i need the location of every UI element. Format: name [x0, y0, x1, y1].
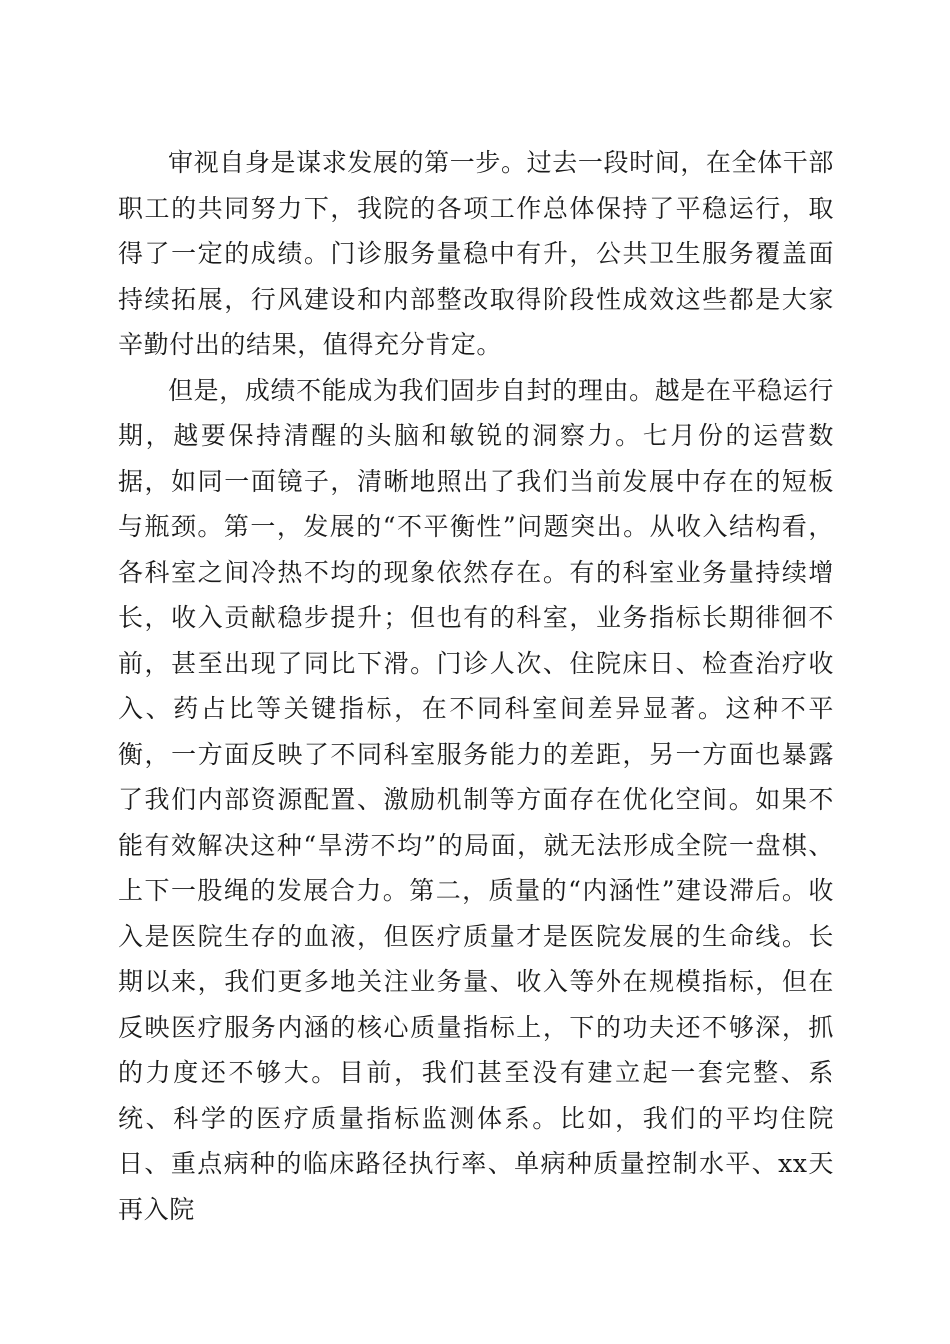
document-body [118, 140, 834, 1232]
paragraph-2: 但是，成绩不能成为我们固步自封的理由。越是在平稳运行期，越要保持清醒的头脑和敏锐的洞察力。七月份的运营数据，如同一面镜子，清晰地照出了我们当前发展中存在的短板与瓶颈。第一，发展的“不平衡性”问题突出。从收入结构看，各科室之间冷热不均的现象依然存在。有的科室业务量持续增长，收入贡献稳步提升；但也有的科室，业务指标长期徘徊不前，甚至出现了同比下滑。门诊人次、住院床日、检查治疗收入、药占比等关键指标，在不同科室间差异显著。这种不平衡，一方面反映了不同科室服务能力的差距，另一方面也暴露了我们内部资源配置、激励机制等方面存在优化空间。如果不能有效解决这种“旱涝不均”的局面，就无法形成全院一盘棋、上下一股绳的发展合力。第二，质量的“内涵性”建设滞后。收入是医院生存的血液，但医疗质量才是医院发展的生命线。长期以来，我们更多地关注业务量、收入等外在规模指标，但在反映医疗服务内涵的核心质量指标上，下的功夫还不够深，抓的力度还不够大。目前，我们甚至没有建立起一套完整、系统、科学的医疗质量指标监测体系。比如，我们的平均住院日、重点病种的临床路径执行率、单病种质量控制水平、xx天再入院 [118, 375, 834, 1224]
paragraph-1: 审视自身是谋求发展的第一步。过去一段时间，在全体干部职工的共同努力下，我院的各项工作总体保持了平稳运行，取得了一定的成绩。门诊服务量稳中有升，公共卫生服务覆盖面持续拓展，行风建设和内部整改取得阶段性成效这些都是大家辛勤付出的结果，值得充分肯定。 [118, 148, 834, 359]
